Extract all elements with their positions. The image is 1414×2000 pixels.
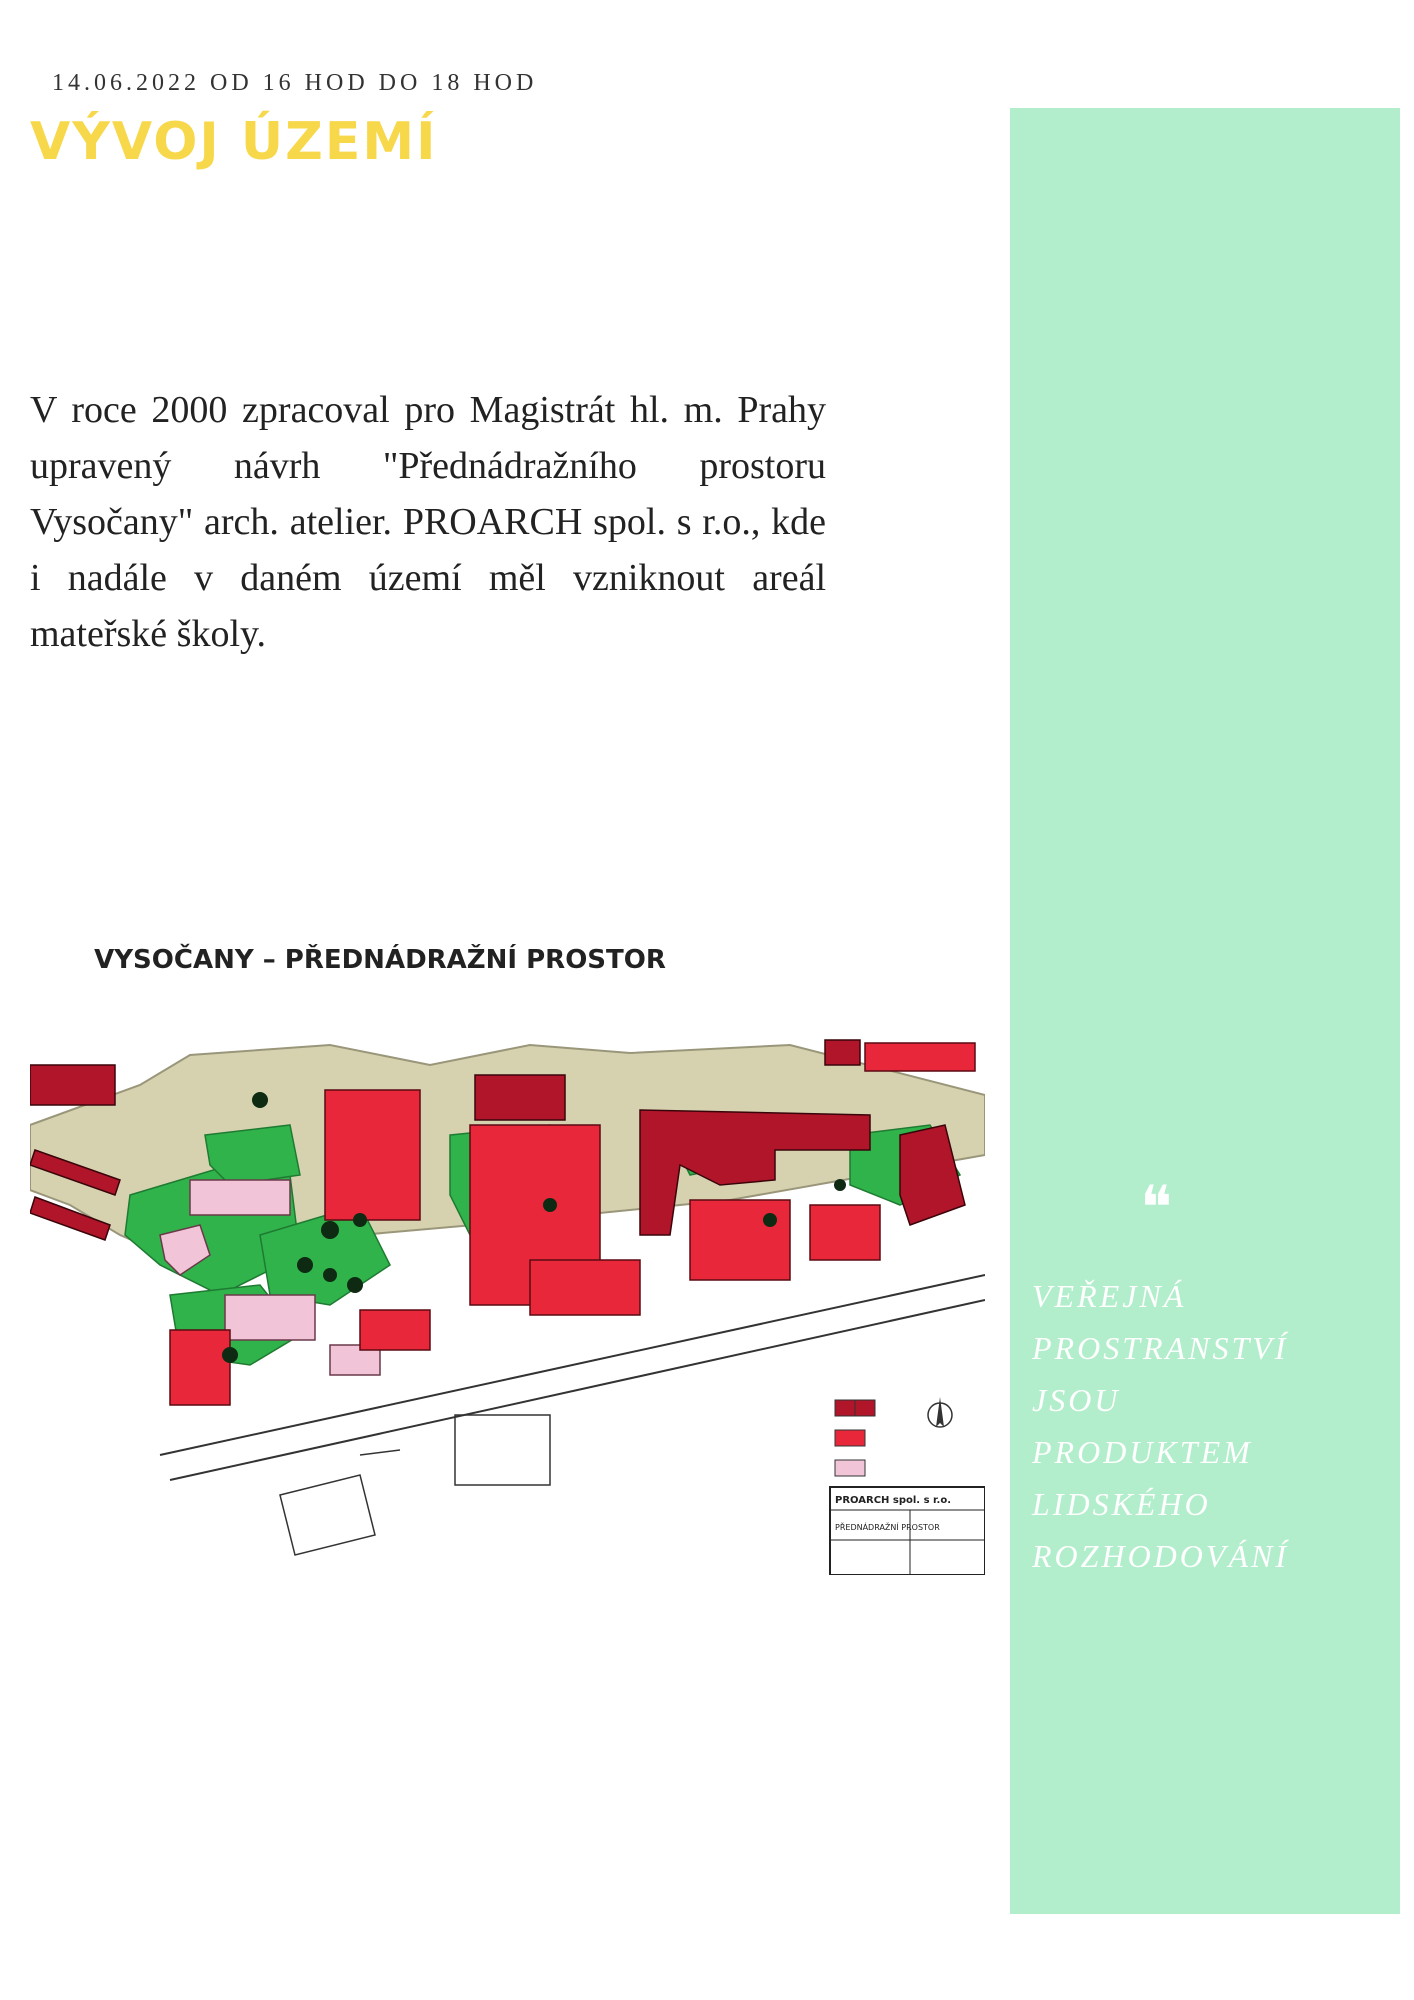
title-block-company: PROARCH spol. s r.o. [835,1495,951,1506]
site-plan-map [30,935,985,1575]
map-title-block [830,1487,985,1575]
event-date: 14.06.2022 OD 16 HOD DO 18 HOD [52,70,538,96]
quote-line: JSOU [1032,1382,1121,1418]
quote-sidebar [1010,108,1400,1914]
quote-line: LIDSKÉHO [1032,1486,1211,1522]
sidebar-quote [1032,1270,1372,1582]
quote-icon: ❝ [1140,1173,1173,1243]
title-block-project: PŘEDNÁDRAŽNÍ PROSTOR [835,1523,940,1532]
map-legend [835,1400,875,1476]
page-title: VÝVOJ ÚZEMÍ [30,112,438,172]
map-title: VYSOČANY – PŘEDNÁDRAŽNÍ PROSTOR [94,945,666,975]
quote-line: ROZHODOVÁNÍ [1032,1538,1289,1574]
site-plan-figure [30,935,985,1575]
north-arrow-icon [928,1397,952,1427]
body-paragraph: V roce 2000 zpracoval pro Magistrát hl. m. Prahy upravený návrh "Přednádražního prostoru Vysočany" arch. atelier. PROARCH spol. s r.o., kde i nadále v daném území měl vzniknout areál mateřské školy. [30,389,826,655]
quote-line: PRODUKTEM [1032,1434,1253,1470]
quote-line: PROSTRANSTVÍ [1032,1330,1289,1366]
quote-line: VEŘEJNÁ [1032,1278,1187,1314]
